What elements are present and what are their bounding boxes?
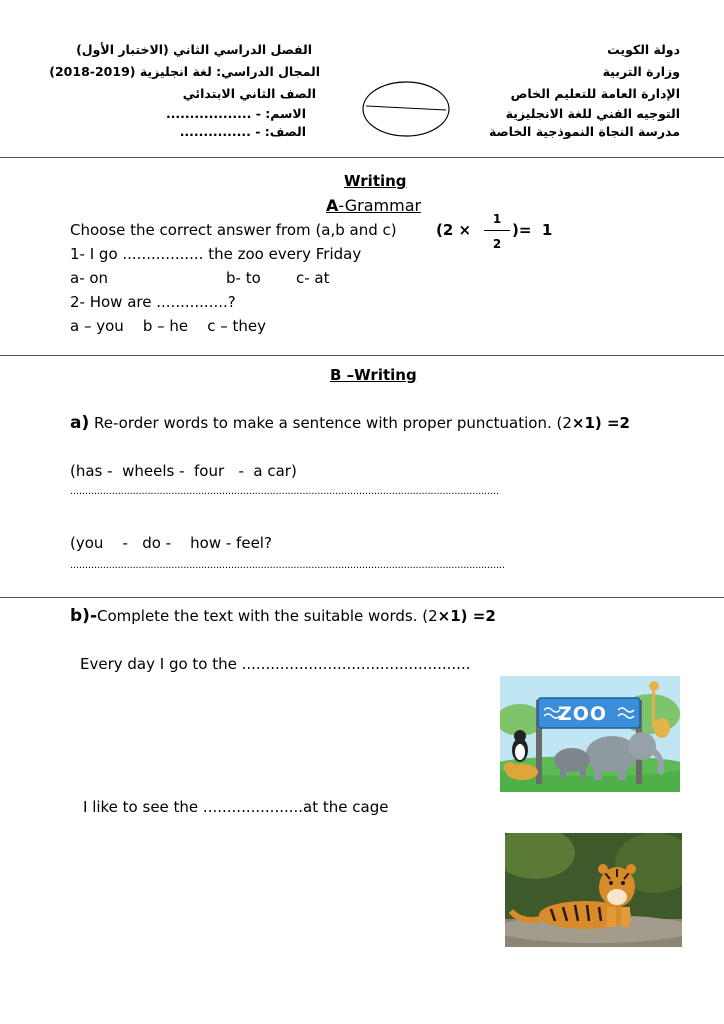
reorder-words-1: (has - wheels - four - a car) [70,462,297,480]
writing-title: Writing [344,172,407,190]
grammar-instruction: Choose the correct answer from (a,b and c) [70,221,397,239]
part-a-instruction [70,413,630,433]
grammar-score-suffix: )= 1 [512,221,553,239]
part-a-text: Re-order words to make a sentence with proper punctuation. (2 [89,414,572,432]
zoo-picture [500,676,680,792]
question-2: 2- How are ...............? [70,293,236,311]
answer-line-2[interactable]: .................................................................................................................................................. [70,560,505,571]
q1-option-a: a- on [70,269,109,287]
part-a-label: a) [70,413,90,433]
q1-option-b: b- to [226,269,261,287]
divider-header [0,157,724,158]
grammar-heading [326,196,421,215]
part-b-instruction [70,606,496,626]
tiger-picture [505,833,682,947]
header-subject: المجال الدراسي: لغة انجليزية (2019-2018) [49,64,320,79]
header-class-field: الصف: - ............... [179,124,306,139]
header-school: مدرسة النجاة النموذجية الخاصة [489,124,680,139]
q1-option-c: c- at [296,269,330,287]
grammar-heading-rest: -Grammar [338,196,422,215]
part-b-label: b)- [70,606,97,626]
q2-options: a – you b – he c – they [70,317,267,335]
zoo-sign-text: ZOO [558,703,608,725]
fraction-bar [484,230,510,231]
part-b-text: Complete the text with the suitable words. (2 [97,607,438,625]
score-oval [360,80,452,138]
section-b-heading: B –Writing [330,366,417,384]
header-grade: الصف الثاني الابتدائي [182,86,316,101]
header-term: الفصل الدراسي الثاني (الاختبار الأول) [76,42,312,57]
sentence-1: Every day I go to the ................................................ [80,655,471,673]
fraction-denominator: 2 [492,237,502,251]
fraction-numerator: 1 [492,212,502,226]
divider-part-a [0,597,724,598]
sentence-2: I like to see the .....................at the cage [83,798,389,816]
header-name-field: الاسم: - .................. [165,106,306,121]
header-country: دولة الكويت [607,42,680,57]
question-1: 1- I go ................. the zoo every Friday [70,245,362,263]
grammar-heading-letter: A [326,196,339,215]
header-administration: الإدارة العامة للتعليم الخاص [510,86,680,101]
part-b-score: ×1) =2 [437,607,496,625]
reorder-words-2: (you - do - how - feel? [70,534,272,552]
answer-line-1[interactable]: ................................................................................................................................................ [70,486,499,497]
part-a-score: ×1) =2 [571,414,630,432]
grammar-score-prefix: (2 × [436,221,472,239]
header-supervision: التوجيه الفني للغة الانجليزية [505,106,680,121]
header-ministry: وزارة التربية [602,64,680,79]
divider-grammar [0,355,724,356]
